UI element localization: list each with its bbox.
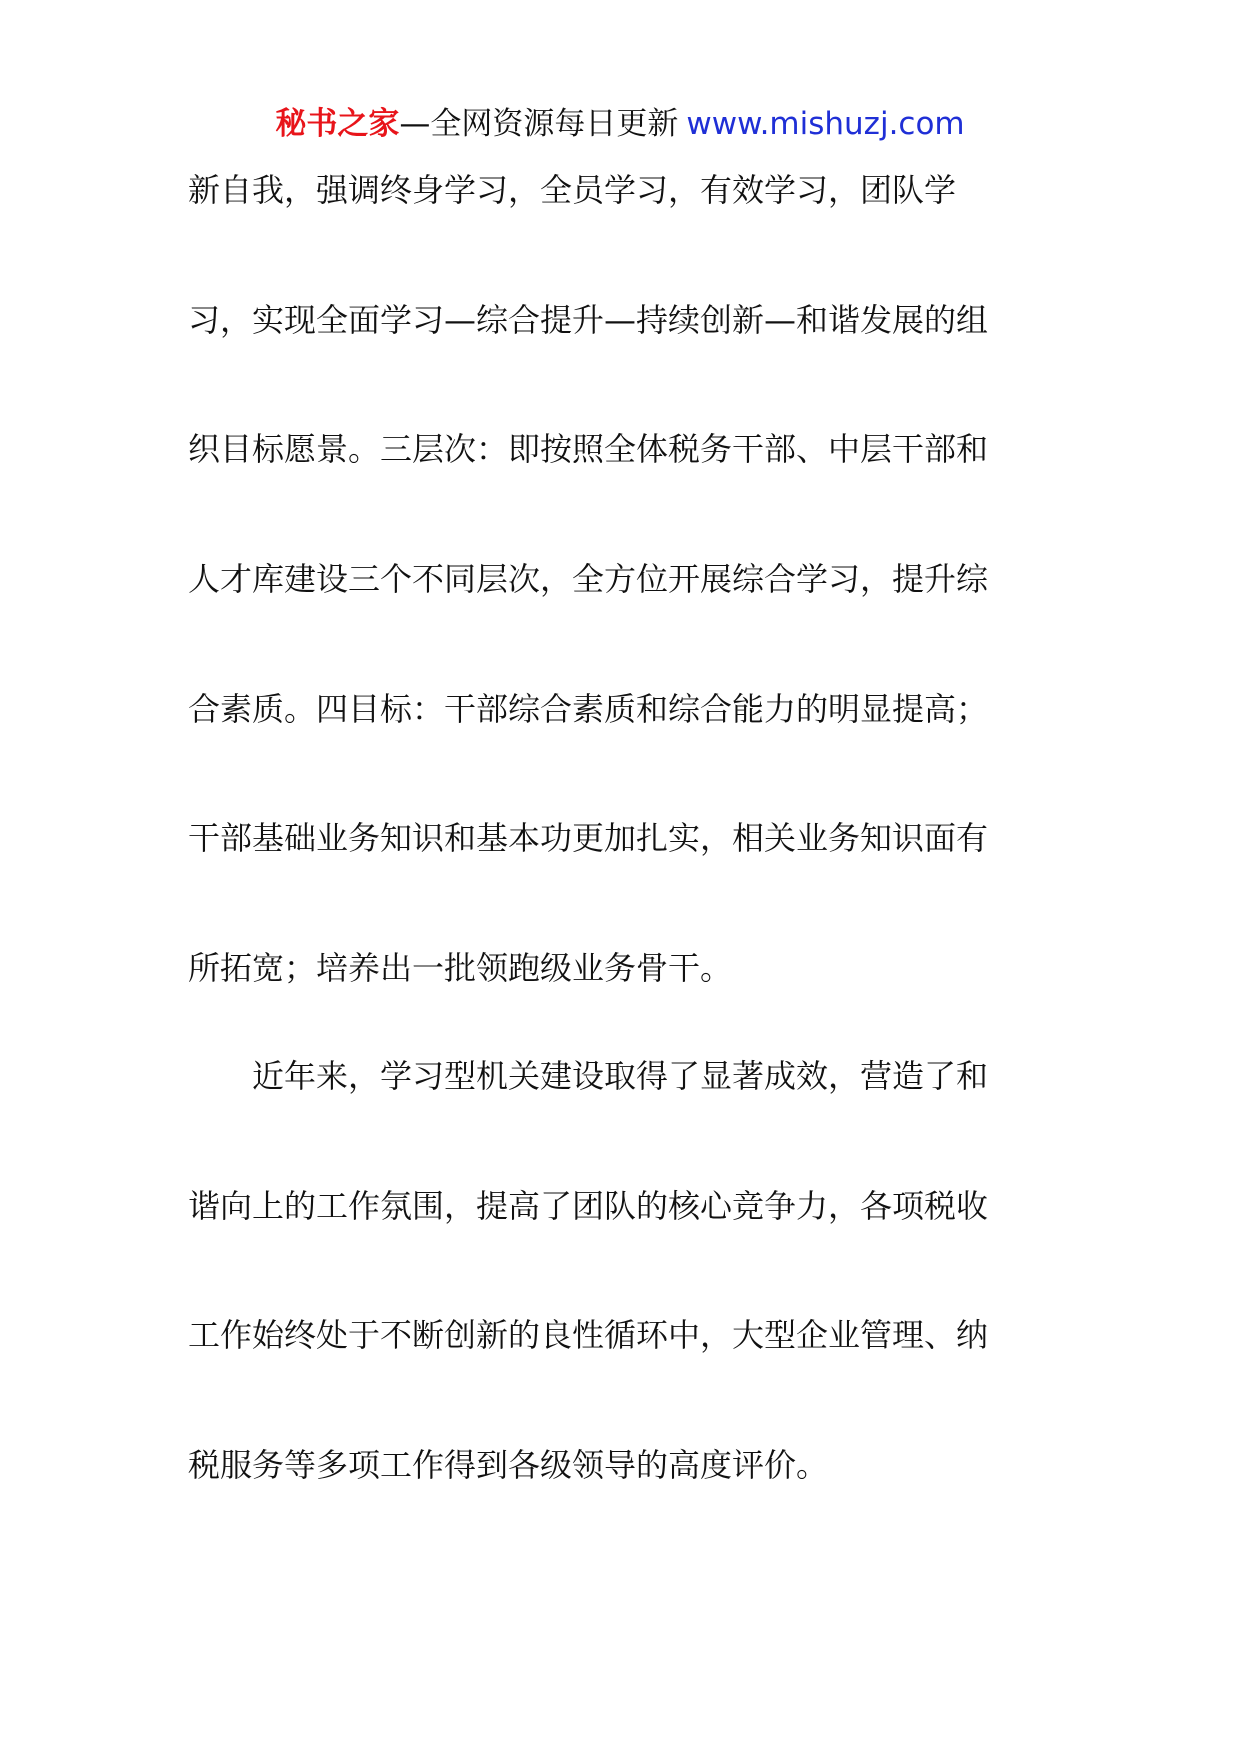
page-header — [0, 100, 1240, 148]
body-line-10: 工作始终处于不断创新的良性循环中，大型企业管理、纳 — [188, 1316, 989, 1354]
body-line-9: 谐向上的工作氛围，提高了团队的核心竞争力，各项税收 — [188, 1187, 989, 1225]
body-line-1: 新自我，强调终身学习，全员学习，有效学习，团队学 — [188, 171, 957, 209]
body-line-7: 所拓宽；培养出一批领跑级业务骨干。 — [188, 949, 733, 987]
body-line-11: 税服务等多项工作得到各级领导的高度评价。 — [188, 1446, 829, 1484]
brand-name: 秘书之家 — [275, 106, 400, 142]
body-line-3: 织目标愿景。三层次：即按照全体税务干部、中层干部和 — [188, 430, 989, 468]
site-url-link[interactable]: www.mishuzj.com — [686, 106, 965, 142]
body-line-5: 合素质。四目标：干部综合素质和综合能力的明显提高； — [188, 690, 989, 728]
body-line-8: 近年来，学习型机关建设取得了显著成效，营造了和 — [188, 1057, 989, 1095]
body-line-4: 人才库建设三个不同层次，全方位开展综合学习，提升综 — [188, 560, 989, 598]
body-line-6: 干部基础业务知识和基本功更加扎实，相关业务知识面有 — [188, 819, 989, 857]
body-line-2: 习，实现全面学习—综合提升—持续创新—和谐发展的组 — [188, 301, 989, 339]
header-tagline: —全网资源每日更新 — [399, 106, 679, 142]
